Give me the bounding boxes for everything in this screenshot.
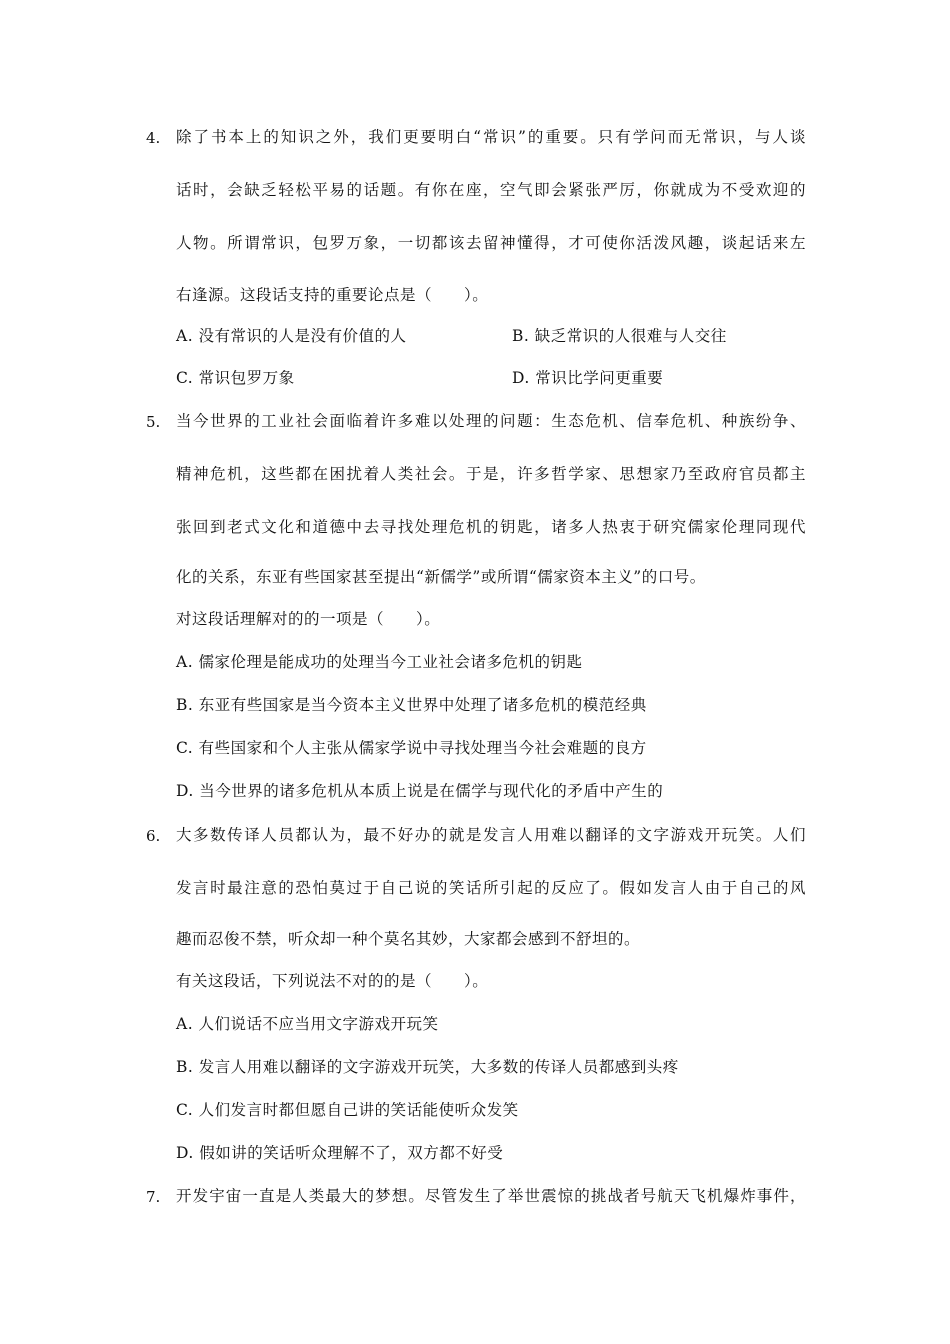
question-6-text-line-1: 大多数传译人员都认为，最不好办的就是发言人用难以翻译的文字游戏开玩笑。人们	[176, 826, 806, 844]
question-4-option-b: B. 缺乏常识的人很难与人交往	[512, 327, 727, 345]
question-6-number: 6.	[146, 827, 161, 845]
question-4-option-d: D. 常识比学问更重要	[512, 369, 664, 387]
question-5-option-d: D. 当今世界的诸多危机从本质上说是在儒学与现代化的矛盾中产生的	[176, 782, 664, 800]
question-6-option-d: D. 假如讲的笑话听众理解不了，双方都不好受	[176, 1144, 504, 1162]
question-6-option-b: B. 发言人用难以翻译的文字游戏开玩笑，大多数的传译人员都感到头疼	[176, 1058, 679, 1076]
question-5-option-a: A. 儒家伦理是能成功的处理当今工业社会诸多危机的钥匙	[176, 653, 583, 671]
question-4-option-a: A. 没有常识的人是没有价值的人	[176, 327, 407, 345]
question-5-number: 5.	[146, 413, 161, 431]
question-7-text-line-1: 开发宇宙一直是人类最大的梦想。尽管发生了举世震惊的挑战者号航天飞机爆炸事件，	[176, 1187, 806, 1205]
question-6-text-line-2: 发言时最注意的恐怕莫过于自己说的笑话所引起的反应了。假如发言人由于自己的风	[176, 879, 806, 897]
question-5-text-line-2: 精神危机，这些都在困扰着人类社会。于是，许多哲学家、思想家乃至政府官员都主	[176, 465, 806, 483]
question-4-text-line-4: 右逢源。这段话支持的重要论点是（ ）。	[176, 286, 489, 304]
question-6-option-a: A. 人们说话不应当用文字游戏开玩笑	[176, 1015, 439, 1033]
question-6-text-line-4: 有关这段话，下列说法不对的的是（ ）。	[176, 972, 489, 990]
question-6-text-line-3: 趣而忍俊不禁，听众却一种个莫名其妙，大家都会感到不舒坦的。	[176, 930, 641, 948]
question-4-text-line-1: 除了书本上的知识之外，我们更要明白“常识”的重要。只有学问而无常识，与人谈	[176, 128, 806, 146]
question-5-text-line-5: 对这段话理解对的的一项是（ ）。	[176, 610, 441, 628]
question-4-text-line-2: 话时，会缺乏轻松平易的话题。有你在座，空气即会紧张严厉，你就成为不受欢迎的	[176, 181, 806, 199]
question-7-number: 7.	[146, 1188, 161, 1206]
question-4-number: 4.	[146, 129, 161, 147]
question-5-text-line-3: 张回到老式文化和道德中去寻找处理危机的钥匙，诸多人热衷于研究儒家伦理同现代	[176, 518, 806, 536]
question-5-option-b: B. 东亚有些国家是当今资本主义世界中处理了诸多危机的模范经典	[176, 696, 647, 714]
question-5-text-line-1: 当今世界的工业社会面临着许多难以处理的问题：生态危机、信奉危机、种族纷争、	[176, 412, 806, 430]
question-4-option-c: C. 常识包罗万象	[176, 369, 295, 387]
question-5-text-line-4: 化的关系，东亚有些国家甚至提出“新儒学”或所谓“儒家资本主义”的口号。	[176, 568, 706, 586]
question-5-option-c: C. 有些国家和个人主张从儒家学说中寻找处理当今社会难题的良方	[176, 739, 647, 757]
question-4-text-line-3: 人物。所谓常识，包罗万象，一切都该去留神懂得，才可使你活泼风趣，谈起话来左	[176, 234, 806, 252]
question-6-option-c: C. 人们发言时都但愿自己讲的笑话能使听众发笑	[176, 1101, 519, 1119]
